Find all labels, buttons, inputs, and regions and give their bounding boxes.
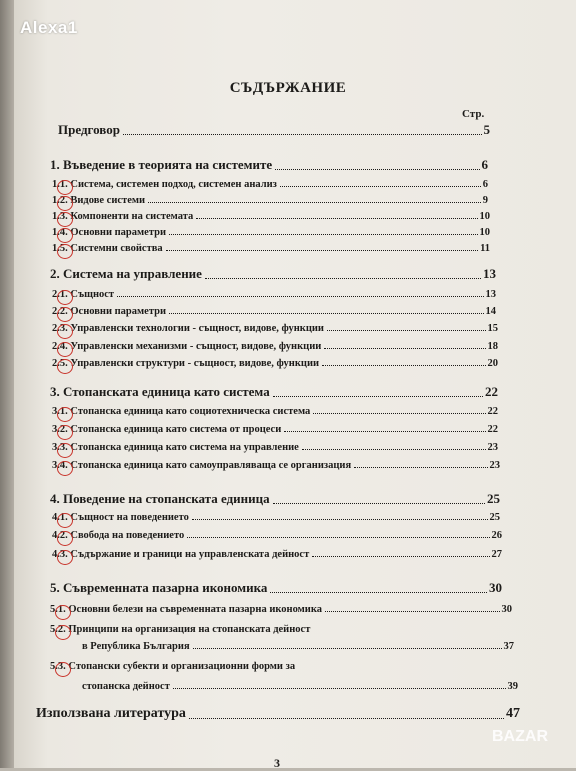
red-pen-circle [57, 180, 73, 195]
leader-dots [117, 295, 483, 297]
toc-chapter [50, 266, 496, 282]
page-column-header: Стр. [462, 108, 485, 120]
toc-page: 26 [491, 530, 502, 541]
bazar-logo: BAZAR [492, 728, 548, 745]
red-pen-circle [57, 443, 73, 458]
leader-dots [302, 448, 486, 450]
toc-page: 14 [485, 306, 496, 317]
toc-page: 22 [487, 424, 498, 435]
leader-dots [169, 312, 483, 314]
toc-label: Управленски механизми - същност, видове, функции [70, 341, 322, 352]
toc-item-number: 1.5. [52, 243, 68, 254]
toc-page: 10 [479, 211, 490, 222]
toc-label: Същност [70, 289, 115, 300]
toc-item-number: 2.4. [52, 341, 68, 352]
toc-item [50, 604, 512, 615]
toc-label: Компоненти на системата [70, 211, 194, 222]
toc-item-number: 5.2. [50, 624, 66, 635]
toc-label: Основни белези на съвременната пазарна икономика [68, 604, 322, 615]
red-pen-circle [57, 212, 73, 227]
toc-label: Системни свойства [70, 243, 163, 254]
red-pen-circle [57, 290, 73, 305]
red-pen-circle [55, 605, 71, 620]
leader-dots [148, 201, 481, 203]
toc-page: 25 [487, 491, 500, 506]
red-pen-circle [55, 662, 71, 677]
toc-item-number: 3.1. [52, 406, 68, 417]
watermark-text: Alexa1 [20, 18, 78, 37]
toc-label: Стопански субекти и организационни форми за [68, 661, 296, 672]
toc-item-number: 3.3. [52, 442, 68, 453]
toc-item-number: 2.3. [52, 323, 68, 334]
leader-dots [189, 717, 504, 719]
red-pen-circle [55, 625, 71, 640]
leader-dots [205, 277, 481, 279]
leader-dots [187, 536, 489, 538]
red-pen-circle [57, 228, 73, 243]
toc-bibliography [36, 706, 520, 722]
toc-item-number: 3.2. [52, 424, 68, 435]
toc-label: Свобода на поведението [70, 530, 185, 541]
toc-page: 15 [487, 323, 498, 334]
leader-dots [273, 395, 483, 397]
toc-chapter [50, 580, 502, 596]
toc-label: Стопанска единица като самоуправляваща се организация [70, 460, 352, 471]
toc-label: Съдържание и граници на управленската дейност [70, 549, 310, 560]
red-pen-circle [57, 550, 73, 565]
toc-label: Управленски технологии - същност, видове, функции [70, 323, 324, 334]
toc-label: 4. Поведение на стопанската единица [50, 491, 270, 506]
red-pen-circle [57, 461, 73, 476]
toc-item [52, 306, 496, 317]
page-number: 3 [274, 756, 280, 770]
toc-page: 37 [503, 641, 514, 652]
leader-dots [327, 329, 486, 331]
toc-item [52, 530, 502, 541]
toc-label: Стопанска единица като социотехническа система [70, 406, 311, 417]
leader-dots [169, 233, 477, 235]
red-pen-circle [57, 531, 73, 546]
toc-page: 13 [483, 266, 496, 281]
toc-item-number: 5.1. [50, 604, 66, 615]
toc-item [52, 442, 498, 453]
toc-label: Предговор [58, 122, 120, 137]
toc-item [52, 179, 488, 190]
toc-page: 30 [501, 604, 512, 615]
leader-dots [196, 217, 477, 219]
toc-item-number: 1.1. [52, 179, 68, 190]
toc-item-number: 3.4. [52, 460, 68, 471]
toc-page: 9 [482, 195, 488, 206]
leader-dots [322, 364, 485, 366]
red-pen-circle [57, 359, 73, 374]
toc-label: Система, системен подход, системен анализ [70, 179, 277, 190]
toc-page: 39 [507, 681, 518, 692]
toc-preface [58, 122, 490, 138]
toc-label: 1. Въведение в теорията на системите [50, 157, 273, 172]
toc-item [52, 323, 498, 334]
leader-dots [270, 591, 487, 593]
toc-label: Управленски структури - същност, видове, функции [70, 358, 320, 369]
toc-page: 27 [491, 549, 502, 560]
leader-dots [324, 347, 485, 349]
toc-item [52, 424, 498, 435]
toc-item-number: 4.3. [52, 549, 68, 560]
toc-page: 6 [482, 179, 488, 190]
toc-page: 22 [487, 406, 498, 417]
toc-label: 3. Стопанската единица като система [50, 384, 270, 399]
red-pen-circle [57, 407, 73, 422]
red-pen-circle [57, 244, 73, 259]
toc-chapter [50, 384, 498, 400]
toc-page: 23 [487, 442, 498, 453]
toc-item [52, 549, 502, 560]
toc-page: 47 [506, 706, 520, 721]
toc-page: 18 [487, 341, 498, 352]
toc-item-continuation [82, 681, 518, 692]
red-pen-circle [57, 307, 73, 322]
toc-label: стопанска дейност [82, 681, 170, 692]
leader-dots [313, 412, 485, 414]
toc-item-number: 2.2. [52, 306, 68, 317]
toc-item [52, 512, 500, 523]
toc-item [52, 406, 498, 417]
leader-dots [280, 185, 481, 187]
toc-item-number: 2.1. [52, 289, 68, 300]
leader-dots [312, 555, 489, 557]
toc-label: Основни параметри [70, 306, 167, 317]
toc-label: Същност на поведението [70, 512, 189, 523]
page-title: СЪДЪРЖАНИЕ [229, 80, 347, 96]
toc-label: 2. Система на управление [50, 266, 202, 281]
toc-page: 20 [487, 358, 498, 369]
toc-label: в Република България [82, 641, 190, 652]
leader-dots [284, 430, 485, 432]
toc-item [52, 289, 496, 300]
toc-chapter [50, 157, 488, 173]
toc-item [52, 195, 488, 206]
toc-label: Стопанска единица като система от процеси [70, 424, 282, 435]
red-pen-circle [57, 196, 73, 211]
toc-page: 30 [489, 580, 502, 595]
toc-item-number: 4.2. [52, 530, 68, 541]
leader-dots [173, 687, 506, 689]
leader-dots [192, 518, 488, 520]
toc-page: 22 [485, 384, 498, 399]
toc-item-number: 1.3. [52, 211, 68, 222]
leader-dots [166, 249, 478, 251]
toc-page: 23 [489, 460, 500, 471]
leader-dots [354, 466, 487, 468]
toc-item [50, 661, 490, 672]
toc-item-continuation [82, 641, 514, 652]
leader-dots [123, 133, 482, 135]
toc-label: Принципи на организация на стопанската дейност [68, 624, 311, 635]
toc-item [52, 341, 498, 352]
toc-item [52, 243, 490, 254]
red-pen-circle [57, 324, 73, 339]
toc-chapter [50, 491, 500, 507]
toc-page: 5 [483, 122, 490, 137]
toc-page: 6 [481, 157, 488, 172]
red-pen-circle [57, 425, 73, 440]
leader-dots [193, 647, 502, 649]
toc-item-number: 4.1. [52, 512, 68, 523]
toc-label: Видове системи [70, 195, 146, 206]
toc-label: Стопанска единица като система на управление [70, 442, 299, 453]
toc-item [52, 460, 500, 471]
toc-item [52, 358, 498, 369]
toc-page: 13 [485, 289, 496, 300]
toc-label: 5. Съвременната пазарна икономика [50, 580, 268, 595]
toc-item [52, 211, 490, 222]
book-spine [0, 0, 14, 768]
leader-dots [273, 502, 485, 504]
red-pen-circle [57, 513, 73, 528]
toc-label: Използвана литература [36, 706, 186, 721]
leader-dots [275, 168, 479, 170]
toc-item-number: 2.5. [52, 358, 68, 369]
toc-page: 25 [489, 512, 500, 523]
toc-item-number: 1.4. [52, 227, 68, 238]
toc-item-number: 5.3. [50, 661, 66, 672]
toc-page: 10 [479, 227, 490, 238]
toc-item [52, 227, 490, 238]
toc-page: 11 [480, 243, 490, 254]
leader-dots [325, 610, 500, 612]
toc-label: Основни параметри [70, 227, 167, 238]
toc-item [50, 624, 490, 635]
toc-item-number: 1.2. [52, 195, 68, 206]
red-pen-circle [57, 342, 73, 357]
